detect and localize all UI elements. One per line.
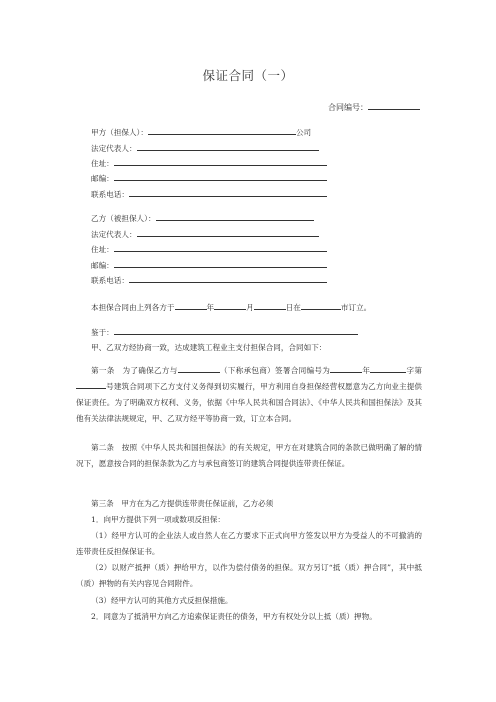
party-a-address-blank[interactable] — [114, 157, 327, 166]
article-3-heading: 第三条 甲方在为乙方提供连带责任保证前，乙方必须 — [91, 499, 274, 508]
party-a-rep-blank[interactable] — [137, 142, 319, 151]
contract-number — [328, 101, 420, 113]
article-1-part3: 年 — [362, 366, 371, 375]
signing-month-label: 月 — [246, 303, 254, 312]
party-a-name-line — [91, 126, 311, 138]
party-b-rep-label: 法定代表人： — [91, 230, 137, 239]
party-b-address-line — [91, 243, 327, 255]
article-3-sub-2: （2）以财产抵押（质）押给甲方，以作为偿付债务的担保。双方另订“抵（质）押合同”，其中抵（质）押物的有关内容见合同附件。 — [76, 563, 422, 588]
article-1-part5: 号建筑合同项下乙方支付义务得到切实履行，甲方利用自身担保经营权愿意为乙方向业主提供保证责任。为了明确双方权利、义务，依据《中华人民共和国合同法》、《中华人民共和国担保法》及其他有关法律法规规定，甲、乙双方经平等协商一致，订立本合同。 — [76, 382, 422, 423]
article-3-sub-1: （1）经甲方认可的企业法人或自然人在乙方要求下正式向甲方签发以甲方为受益人的不可撤消的连带责任反担保保证书。 — [76, 531, 422, 556]
party-b-rep-blank[interactable] — [137, 228, 319, 237]
party-b-phone-blank[interactable] — [129, 274, 327, 283]
article-1-ref-blank[interactable] — [370, 364, 406, 373]
party-b-address-blank[interactable] — [114, 243, 327, 252]
signing-prefix: 本担保合同由上列各方于 — [91, 303, 175, 312]
article-1-part1: 第一条 为了确保乙方与 — [91, 366, 178, 375]
signing-suffix: 市订立。 — [340, 303, 372, 312]
party-b-rep-line — [91, 228, 319, 240]
party-b-postcode-label: 邮编： — [91, 261, 114, 270]
whereas-label: 鉴于： — [91, 328, 114, 337]
document-title: 保证合同（一） — [202, 68, 294, 83]
article-3-item-1: 1．向甲方提供下列一项或数项反担保： — [91, 515, 225, 524]
article-2: 第二条 按照《中华人民共和国担保法》的有关规定，甲方在对建筑合同的条款已做明确了解的情况下，愿意按合同的担保条款为乙方与承包商签订的建筑合同提供连带责任保证。 — [76, 443, 422, 468]
article-1-part4: 字第 — [406, 366, 423, 375]
party-a-address-line — [91, 157, 327, 169]
signing-line — [91, 301, 371, 313]
article-3-sub-3: （3）经甲方认可的其他方式反担保措施。 — [91, 596, 233, 605]
whereas-line — [91, 326, 358, 338]
party-b-address-label: 住址： — [91, 245, 114, 254]
party-b-phone-line — [91, 274, 327, 286]
party-a-phone-line — [91, 188, 327, 200]
signing-day-blank[interactable] — [254, 301, 286, 310]
party-a-postcode-line — [91, 172, 327, 184]
contract-number-blank[interactable] — [368, 101, 420, 110]
article-1-contractor-blank[interactable] — [178, 364, 220, 373]
party-a-name-blank[interactable] — [148, 126, 296, 135]
whereas-blank[interactable] — [114, 326, 358, 335]
signing-day-label: 日在 — [285, 303, 301, 312]
party-a-phone-blank[interactable] — [129, 188, 327, 197]
signing-city-blank[interactable] — [301, 301, 341, 310]
party-a-address-label: 住址： — [91, 159, 114, 168]
party-a-postcode-blank[interactable] — [114, 172, 327, 181]
party-a-name-label: 甲方（担保人）： — [91, 128, 148, 137]
signing-year-label: 年 — [206, 303, 215, 312]
party-a-postcode-label: 邮编： — [91, 174, 114, 183]
signing-year-blank[interactable] — [175, 301, 207, 310]
article-1 — [76, 363, 422, 427]
contract-number-label: 合同编号： — [328, 103, 368, 112]
signing-month-blank[interactable] — [214, 301, 246, 310]
party-b-name-blank[interactable] — [156, 212, 314, 221]
party-b-phone-label: 联系电话： — [91, 276, 129, 285]
preamble: 甲、乙双方经协商一致，达成建筑工程业主支付担保合同，合同如下： — [91, 343, 327, 352]
party-b-postcode-blank[interactable] — [114, 259, 327, 268]
party-b-postcode-line — [91, 259, 327, 271]
article-3-item-2: 2．同意为了抵消甲方向乙方追索保证责任的债务，甲方有权处分以上抵（质）押物。 — [91, 612, 377, 621]
article-1-part2: （下称承包商）签署合同编号为 — [219, 366, 331, 375]
party-a-name-suffix: 公司 — [295, 128, 312, 137]
party-b-name-label: 乙方（被担保人）： — [91, 214, 156, 223]
party-a-rep-line — [91, 142, 319, 154]
article-1-year-blank[interactable] — [330, 364, 362, 373]
party-a-phone-label: 联系电话： — [91, 190, 129, 199]
party-a-rep-label: 法定代表人： — [91, 144, 137, 153]
party-b-name-line — [91, 212, 314, 224]
article-1-no-blank[interactable] — [76, 380, 106, 389]
